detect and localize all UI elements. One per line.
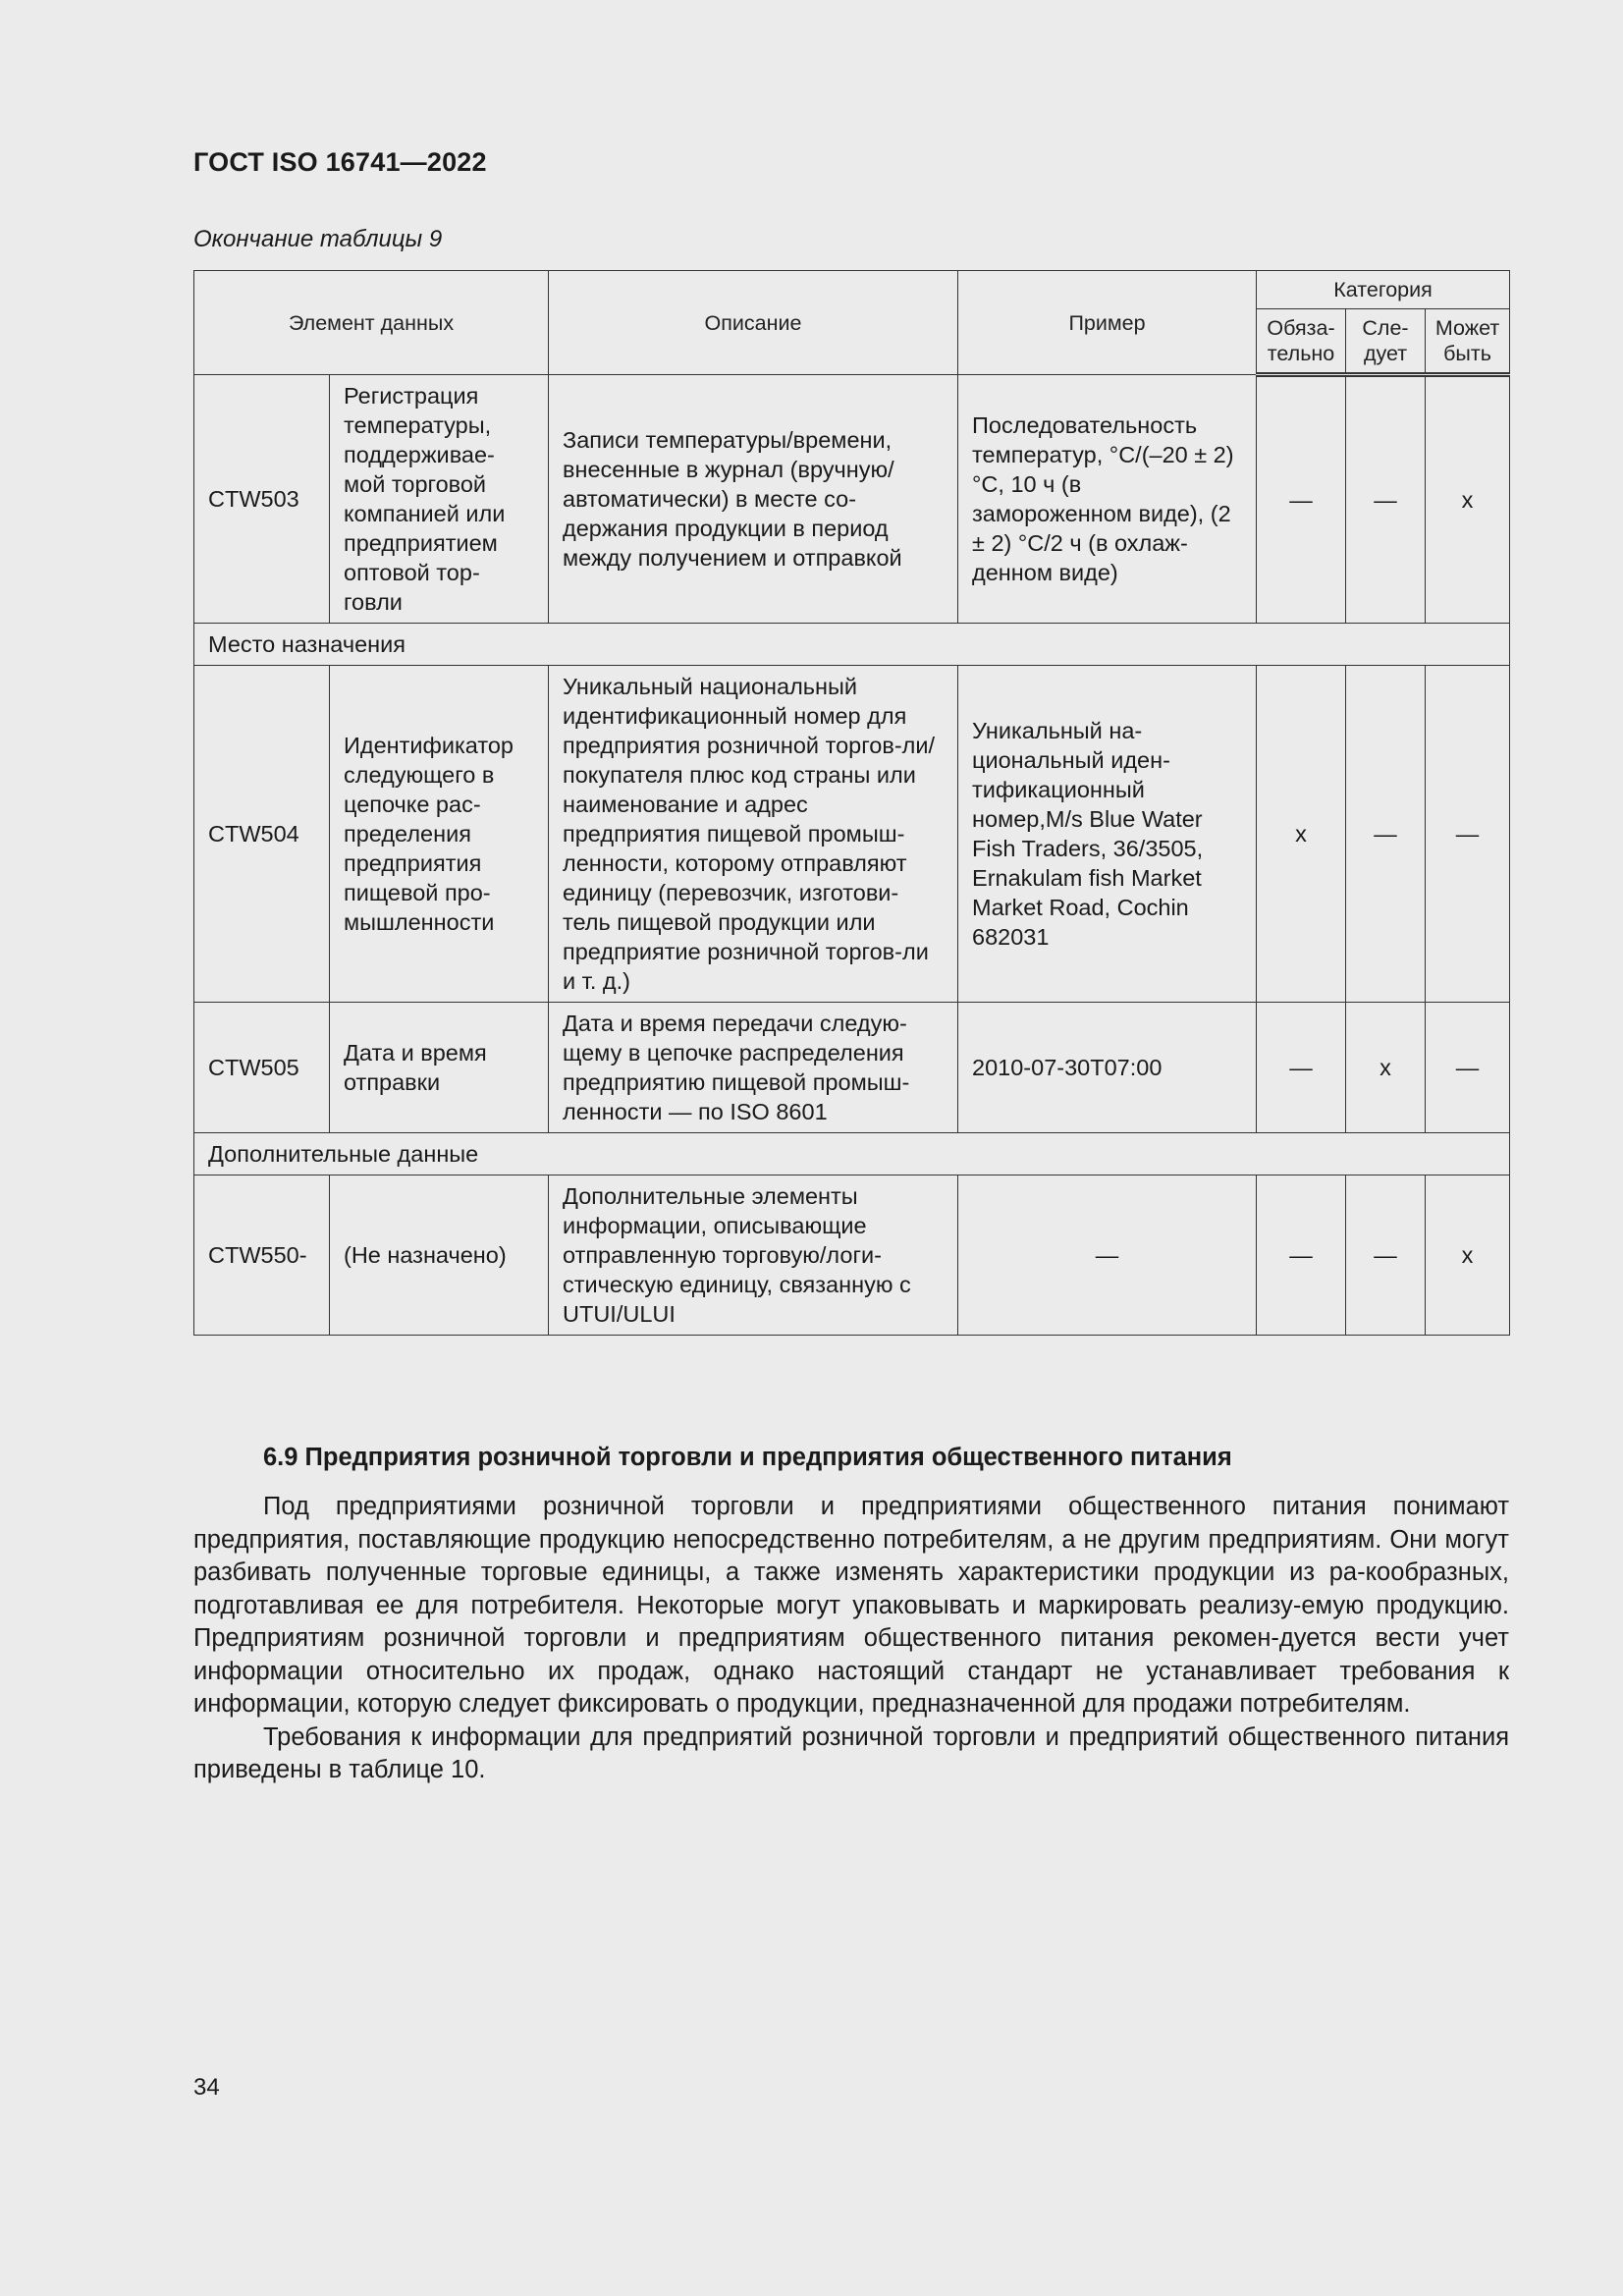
- element-example: Последовательность температур, °C/(–20 ± 2) °C, 10 ч (в замороженном виде), (2 ± 2) °C/2 ч (в охлаж-денном виде): [958, 375, 1257, 624]
- category-may: x: [1426, 375, 1510, 624]
- column-header-should: Сле- дует: [1346, 309, 1426, 375]
- category-mandatory: —: [1257, 375, 1346, 624]
- section-label: Дополнительные данные: [194, 1133, 1510, 1175]
- section-label: Место назначения: [194, 624, 1510, 666]
- column-header-description: Описание: [549, 271, 958, 375]
- category-may: x: [1426, 1175, 1510, 1336]
- category-mandatory: —: [1257, 1175, 1346, 1336]
- column-header-element: Элемент данных: [194, 271, 549, 375]
- element-description: Записи температуры/времени, внесенные в журнал (вручную/автоматически) в месте со-держания продукции в период между получением и отправкой: [549, 375, 958, 624]
- element-name: (Не назначено): [330, 1175, 549, 1336]
- element-description: Дата и время передачи следую-щему в цепочке распределения предприятию пищевой промыш-ленности — по ISO 8601: [549, 1003, 958, 1133]
- column-header-mandatory: Обяза- тельно: [1257, 309, 1346, 375]
- page-number: 34: [193, 2074, 220, 2101]
- column-header-category: Категория: [1257, 271, 1510, 309]
- section-body: [193, 1491, 1509, 1787]
- category-should: —: [1346, 1175, 1426, 1336]
- element-name: Регистрация температуры, поддерживае-мой торговой компанией или предприятием оптовой тор-говли: [330, 375, 549, 624]
- table-row: [194, 1175, 1510, 1336]
- category-may: —: [1426, 666, 1510, 1003]
- category-should: x: [1346, 1003, 1426, 1133]
- table-caption: Окончание таблицы 9: [193, 226, 443, 252]
- element-name: Идентификатор следующего в цепочке рас-пределения предприятия пищевой про-мышленности: [330, 666, 549, 1003]
- element-code: CTW504: [194, 666, 330, 1003]
- data-elements-table: [193, 270, 1510, 1336]
- category-should: —: [1346, 666, 1426, 1003]
- element-example: 2010-07-30T07:00: [958, 1003, 1257, 1133]
- element-code: CTW503: [194, 375, 330, 624]
- column-header-may: Может быть: [1426, 309, 1510, 375]
- category-mandatory: x: [1257, 666, 1346, 1003]
- category-mandatory: —: [1257, 1003, 1346, 1133]
- element-description: Дополнительные элементы информации, описывающие отправленную торговую/логи-стическую единицу, связанную с UTUI/ULUI: [549, 1175, 958, 1336]
- element-name: Дата и время отправки: [330, 1003, 549, 1133]
- document-header: ГОСТ ISO 16741—2022: [193, 147, 487, 177]
- section-row: [194, 624, 1510, 666]
- table-row: [194, 666, 1510, 1003]
- category-should: —: [1346, 375, 1426, 624]
- element-example: Уникальный на-циональный иден-тификационный номер,M/s Blue Water Fish Traders, 36/3505, Ernakulam fish Market Market Road, Cochin 682031: [958, 666, 1257, 1003]
- category-may: —: [1426, 1003, 1510, 1133]
- paragraph: Под предприятиями розничной торговли и предприятиями общественного питания понимают предприятия, поставляющие продукцию непосредственно потребителям, а не другим предприятиям. Они могут разбивать полученные торговые единицы, а также изменять характеристики продукции из ра-кообразных, подготавливая ее для потребителя. Некоторые могут упаковывать и маркировать реализу-емую продукцию. Предприятиям розничной торговли и предприятиям общественного питания рекомен-дуется вести учет информации относительно их продаж, однако настоящий стандарт не устанавливает требования к информации, которую следует фиксировать о продукции, предназначенной для продажи потребителям.: [193, 1493, 1509, 1718]
- section-heading: 6.9 Предприятия розничной торговли и предприятия общественного питания: [263, 1444, 1232, 1471]
- column-header-example: Пример: [958, 271, 1257, 375]
- table-row: [194, 1003, 1510, 1133]
- section-row: [194, 1133, 1510, 1175]
- element-example: —: [958, 1175, 1257, 1336]
- element-description: Уникальный национальный идентификационный номер для предприятия розничной торгов-ли/покупателя плюс код страны или наименование и адрес предприятия пищевой промыш-ленности, которому отправляют единицу (перевозчик, изготови-тель пищевой продукции или предприятие розничной торгов-ли и т. д.): [549, 666, 958, 1003]
- element-code: CTW550-: [194, 1175, 330, 1336]
- element-code: CTW505: [194, 1003, 330, 1133]
- paragraph: Требования к информации для предприятий розничной торговли и предприятий общественного питания приведены в таблице 10.: [193, 1722, 1509, 1783]
- table-row: [194, 375, 1510, 624]
